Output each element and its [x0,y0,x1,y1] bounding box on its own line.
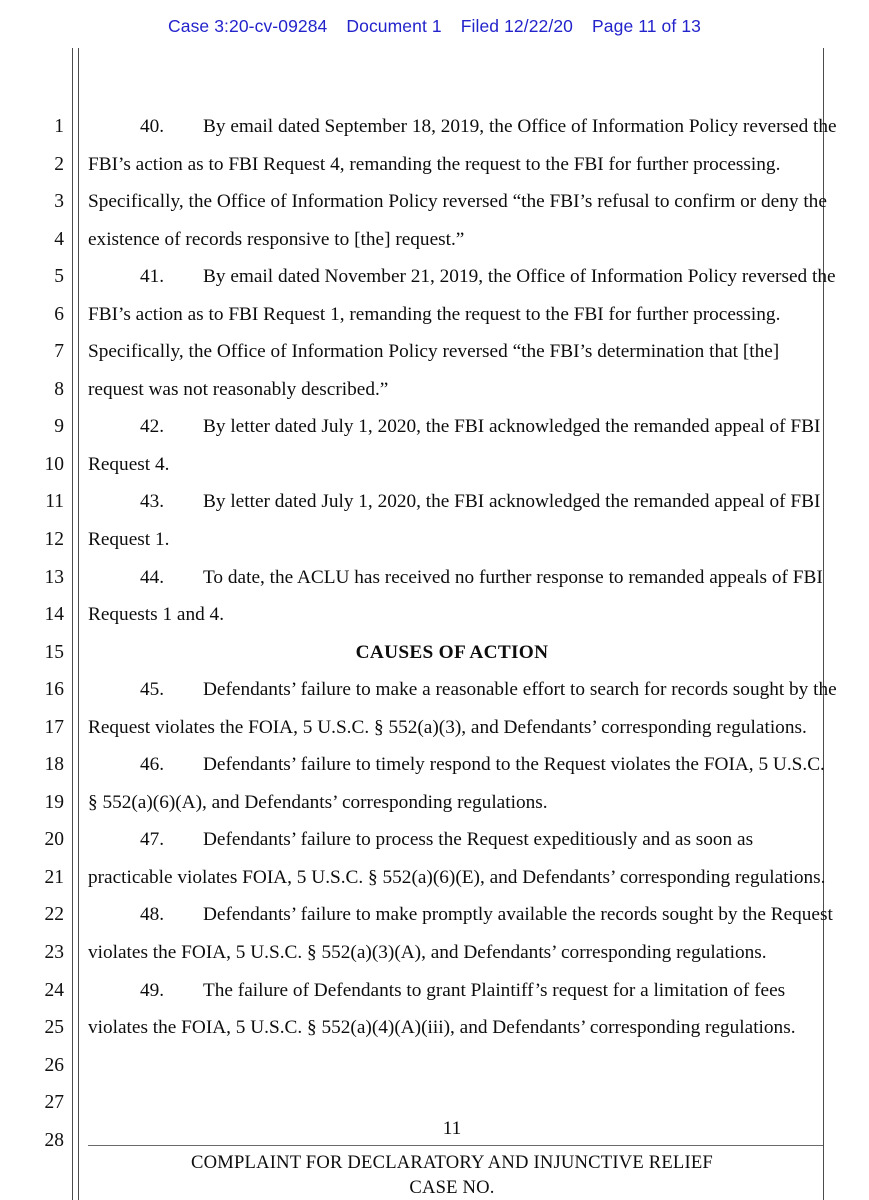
ecf-page-of: Page 11 of 13 [592,16,701,36]
text-line [88,596,816,634]
paragraph-number: 47. [140,829,165,851]
text-line-content: violates the FOIA, 5 U.S.C. § 552(a)(3)(A), and Defendants’ corresponding regulations. [88,942,767,964]
paragraph-number: 43. [140,491,165,513]
line-number: 10 [44,453,64,475]
text-line [88,671,837,709]
text-line [88,146,816,184]
text-line-content: § 552(a)(6)(A), and Defendants’ corresponding regulations. [88,791,548,813]
text-line [88,296,816,334]
ecf-header-stamp [0,16,869,37]
text-line [88,371,816,409]
line-number: 21 [44,866,64,888]
text-line-content: practicable violates FOIA, 5 U.S.C. § 552(a)(6)(E), and Defendants’ corresponding regulations. [88,866,826,888]
text-line [88,559,823,597]
footer-caption-line-2: CASE NO. [409,1177,495,1198]
text-line [88,1047,816,1085]
line-number: 2 [54,153,64,175]
text-line-content: Request 4. [88,453,170,475]
text-line [88,934,816,972]
text-line [88,446,816,484]
text-line [88,1084,816,1122]
paragraph-number: 45. [140,679,165,701]
text-line [88,108,837,146]
footer-caption [88,1150,816,1200]
text-line-content: Specifically, the Office of Information Policy reversed “the FBI’s determination that [the] [88,341,780,363]
document-body [88,108,837,1159]
text-line-content: Request 1. [88,529,170,551]
section-heading-label: CAUSES OF ACTION [355,641,549,663]
text-line-content: existence of records responsive to [the] request.” [88,228,465,250]
paragraph-number: 42. [140,416,165,438]
paragraph-number: 46. [140,754,165,776]
line-number: 27 [44,1092,64,1114]
paragraph-number: 44. [140,566,165,588]
ecf-document-number: Document 1 [346,16,442,36]
text-line-content: Defendants’ failure to make promptly available the records sought by the Request [203,904,833,926]
line-number: 25 [44,1017,64,1039]
line-number: 23 [44,942,64,964]
text-line [88,408,821,446]
text-line-content: By letter dated July 1, 2020, the FBI acknowledged the remanded appeal of FBI [203,491,821,513]
text-line-content: Specifically, the Office of Information Policy reversed “the FBI’s refusal to confirm or deny the [88,191,827,213]
footer-divider [88,1145,823,1146]
text-line [88,859,826,897]
text-line-content: By email dated September 18, 2019, the Office of Information Policy reversed the [203,116,837,137]
footer-caption-line-1: COMPLAINT FOR DECLARATORY AND INJUNCTIVE RELIEF [191,1152,713,1173]
line-number: 9 [54,416,64,438]
text-line [88,333,816,371]
line-number: 20 [44,829,64,851]
line-number: 1 [54,116,64,137]
paragraph-number: 48. [140,904,165,926]
line-number: 19 [44,791,64,813]
line-number: 3 [54,191,64,213]
text-line-content: By email dated November 21, 2019, the Office of Information Policy reversed the [203,266,836,288]
line-number: 24 [44,979,64,1001]
text-line-content: To date, the ACLU has received no further response to remanded appeals of FBI [203,566,823,588]
text-line [88,821,816,859]
pleading-rule-right [823,48,824,1200]
line-number: 15 [44,641,64,663]
text-line-content: The failure of Defendants to grant Plaintiff’s request for a limitation of fees [203,979,786,1001]
line-number: 17 [44,716,64,738]
text-line [88,896,833,934]
text-line [88,709,816,747]
text-line-content: violates the FOIA, 5 U.S.C. § 552(a)(4)(A)(iii), and Defendants’ corresponding regulations. [88,1017,796,1039]
text-line-content: FBI’s action as to FBI Request 1, remanding the request to the FBI for further processing. [88,303,781,325]
text-line-content: Defendants’ failure to timely respond to the Request violates the FOIA, 5 U.S.C. [203,754,825,776]
paragraph-number: 49. [140,979,165,1001]
line-number: 16 [44,679,64,701]
line-number: 12 [44,529,64,551]
line-number: 13 [44,566,64,588]
line-number: 8 [54,378,64,400]
ecf-case-number: Case 3:20-cv-09284 [168,16,328,36]
line-number: 28 [44,1129,64,1151]
text-line [88,972,816,1010]
line-number-column [0,108,64,1159]
paragraph-number: 41. [140,266,165,288]
pleading-rule-left-outer [72,48,73,1200]
line-number: 22 [44,904,64,926]
ecf-filed-date: Filed 12/22/20 [460,16,574,36]
line-number: 4 [54,228,64,250]
text-line [88,521,816,559]
line-number: 6 [54,303,64,325]
text-line-content: request was not reasonably described.” [88,378,389,400]
text-line-content: Requests 1 and 4. [88,604,225,626]
pleading-rule-left-inner [78,48,79,1200]
text-line [88,183,827,221]
line-number: 11 [45,491,64,513]
text-line [88,1009,816,1047]
line-number: 18 [44,754,64,776]
text-line [88,746,825,784]
text-line-content: Defendants’ failure to process the Request expeditiously and as soon as [203,829,754,851]
line-number: 26 [44,1054,64,1076]
line-number: 7 [54,341,64,363]
line-number: 5 [54,266,64,288]
paragraph-number: 40. [140,116,165,137]
text-line [88,483,821,521]
text-line-content: Defendants’ failure to make a reasonable effort to search for records sought by the [203,679,837,701]
text-line-content: By letter dated July 1, 2020, the FBI acknowledged the remanded appeal of FBI [203,416,821,438]
text-line [88,784,816,822]
text-line [88,258,836,296]
line-number: 14 [44,604,64,626]
text-line-content: FBI’s action as to FBI Request 4, remanding the request to the FBI for further processing. [88,153,781,175]
text-line-content: Request violates the FOIA, 5 U.S.C. § 552(a)(3), and Defendants’ corresponding regulations. [88,716,807,738]
text-line [88,221,816,259]
page-number: 11 [442,1118,462,1139]
section-heading [88,634,816,672]
